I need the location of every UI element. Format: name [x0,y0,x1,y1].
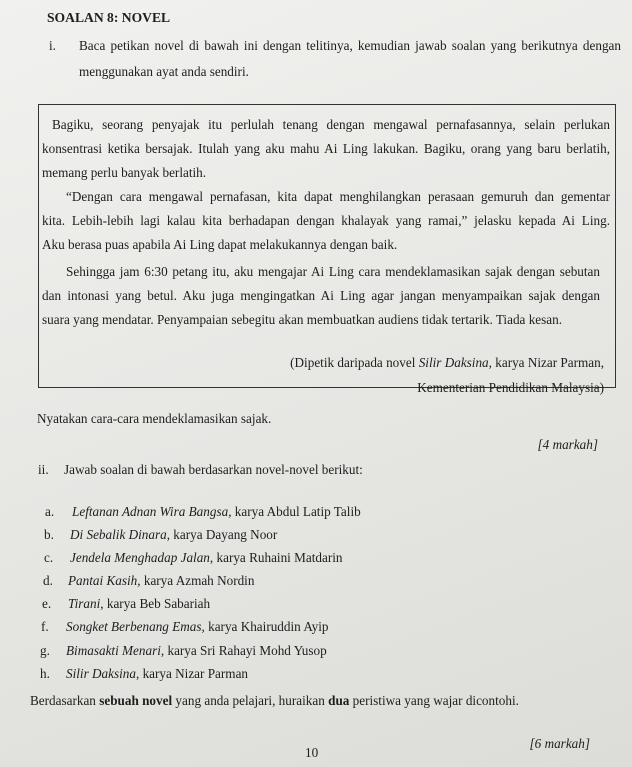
passage-line-9: suara yang mendatar. Penyampaian sebegitu akan membuatkan audiens tidak tertarik. Tiada kesan. [42,312,563,327]
question-2-marks: [6 markah] [529,736,590,751]
novel-item-text: Pantai Kasih, karya Azmah Nordin [68,573,255,588]
novel-item: c. [44,550,54,565]
question-1-instruction-line-1: Baca petikan novel di bawah ini dengan telitinya, kemudian jawab soalan yang berikutnya dengan [79,38,621,53]
novel-item-text: Leftanan Adnan Wira Bangsa, karya Abdul Latip Talib [72,504,361,519]
novel-item: g. [40,643,50,658]
novel-item: b. [44,527,54,542]
passage-line-3: memang perlu banyak berlatih. [42,165,207,180]
novel-item: a. [45,504,55,519]
novel-item-text: Silir Daksina, karya Nizar Parman [66,666,249,681]
novel-item-text: Songket Berbenang Emas, karya Khairuddin Ayip [66,619,329,634]
novel-item: h. [40,666,50,681]
passage-line-1: Bagiku, seorang penyajak itu perlulah tenang dengan mengawal pernafasannya, selain perlukan [52,117,610,132]
novel-item-text: Jendela Menghadap Jalan, karya Ruhaini Matdarin [70,550,343,565]
question-2-number: ii. [38,462,49,477]
question-1-task: Nyatakan cara-cara mendeklamasikan sajak. [37,411,272,426]
passage-line-5: kita. Lebih-lebih lagi kalau kita berhadapan dengan khalayak yang ramai,” jelasku kepada Ai Ling. [42,213,610,228]
passage-line-8: dan intonasi yang betul. Aku juga mengingatkan Ai Ling agar jangan menyampaikan sajak dengan [42,288,600,303]
novel-item: f. [41,619,49,634]
question-1-number: i. [49,38,56,53]
novel-item-text: Tirani, karya Beb Sabariah [68,596,211,611]
passage-line-4: “Dengan cara mengawal pernafasan, kita dapat menghilangkan perasaan gemuruh dan gementar [66,189,610,204]
page-number: 10 [305,745,319,760]
question-2-task: Berdasarkan sebuah novel yang anda pelajari, huraikan dua peristiwa yang wajar dicontohi. [30,693,519,708]
novel-item: e. [42,596,52,611]
novel-item-text: Di Sebalik Dinara, karya Dayang Noor [70,527,278,542]
section-title: SOALAN 8: NOVEL [47,10,171,25]
novel-item: d. [43,573,53,588]
question-1-instruction-line-2: menggunakan ayat anda sendiri. [79,64,249,79]
passage-source-line-2: Kementerian Pendidikan Malaysia) [417,380,604,395]
question-2-instruction: Jawab soalan di bawah berdasarkan novel-novel berikut: [64,462,363,477]
question-1-marks: [4 markah] [537,437,598,452]
passage-line-7: Sehingga jam 6:30 petang itu, aku mengajar Ai Ling cara mendeklamasikan sajak dengan sebutan [66,264,600,279]
passage-line-2: konsentrasi ketika bersajak. Itulah yang aku mahu Ai Ling lakukan. Bagiku, orang yang baru berlatih, [42,141,610,156]
passage-source-line-1: (Dipetik daripada novel Silir Daksina, karya Nizar Parman, [290,355,604,370]
passage-line-6: Aku berasa puas apabila Ai Ling dapat melakukannya dengan baik. [42,237,398,252]
novel-item-text: Bimasakti Menari, karya Sri Rahayi Mohd Yusop [66,643,327,658]
